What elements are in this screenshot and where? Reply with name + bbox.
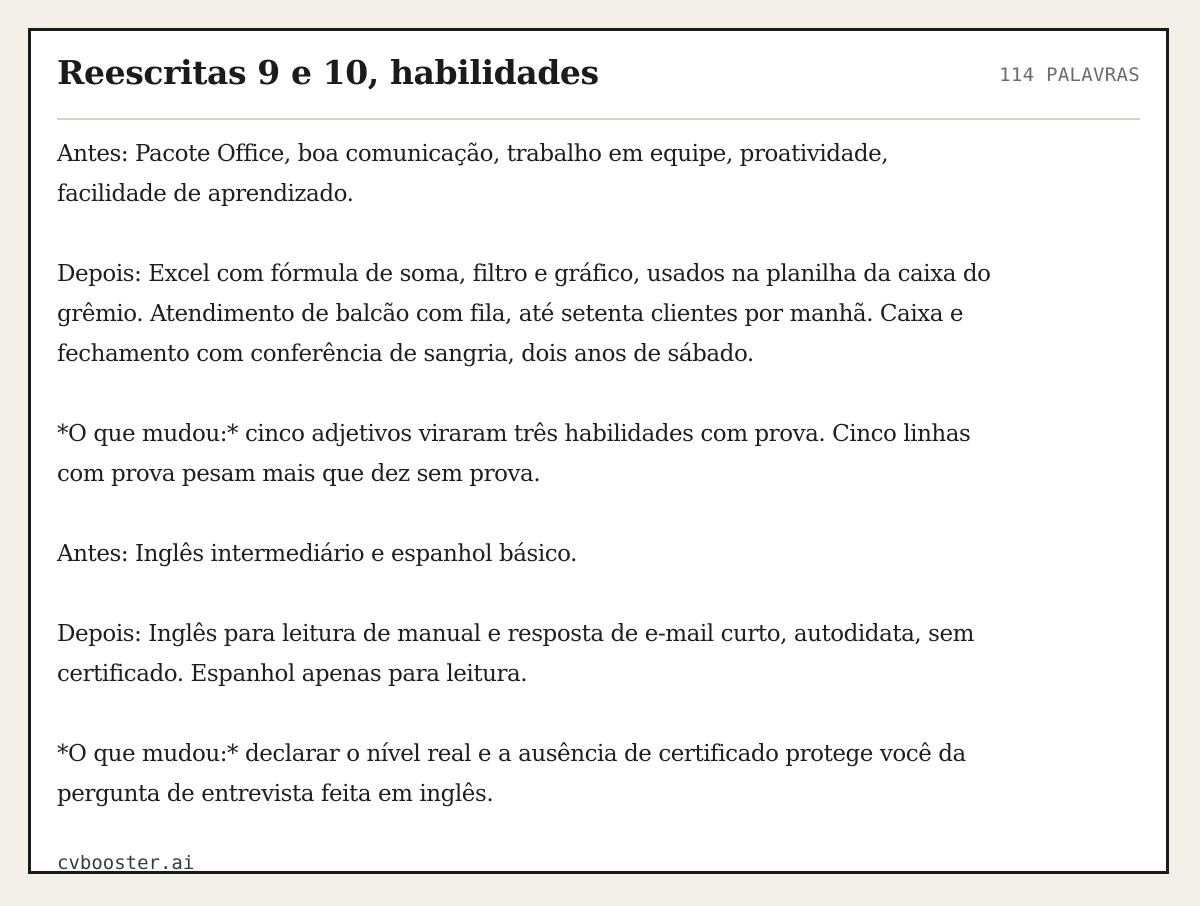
paragraph-before-office: Antes: Pacote Office, boa comunicação, trabalho em equipe, proatividade, facilidade de aprendizado. — [57, 141, 889, 207]
card-title: Reescritas 9 e 10, habilidades — [57, 53, 599, 92]
paragraph-after-office: Depois: Excel com fórmula de soma, filtro e gráfico, usados na planilha da caixa do grêmio. Atendimento de balcão com fila, até setenta clientes por manhã. Caixa e fechamento com conferência de sangria, dois anos de sábado. — [57, 261, 991, 367]
word-count-label: 114 PALAVRAS — [999, 64, 1140, 86]
paragraph-before-languages: Antes: Inglês intermediário e espanhol básico. — [57, 541, 578, 567]
brand-footer: cvbooster.ai — [57, 852, 195, 874]
rewrite-card — [28, 28, 1169, 874]
card-body — [57, 134, 997, 854]
paragraph-change-languages: *O que mudou:* declarar o nível real e a ausência de certificado protege você da pergunta de entrevista feita em inglês. — [57, 741, 966, 807]
paragraph-change-office: *O que mudou:* cinco adjetivos viraram três habilidades com prova. Cinco linhas com prova pesam mais que dez sem prova. — [57, 421, 971, 487]
card-header — [57, 31, 1140, 120]
paragraph-after-languages: Depois: Inglês para leitura de manual e resposta de e-mail curto, autodidata, sem certificado. Espanhol apenas para leitura. — [57, 621, 974, 687]
